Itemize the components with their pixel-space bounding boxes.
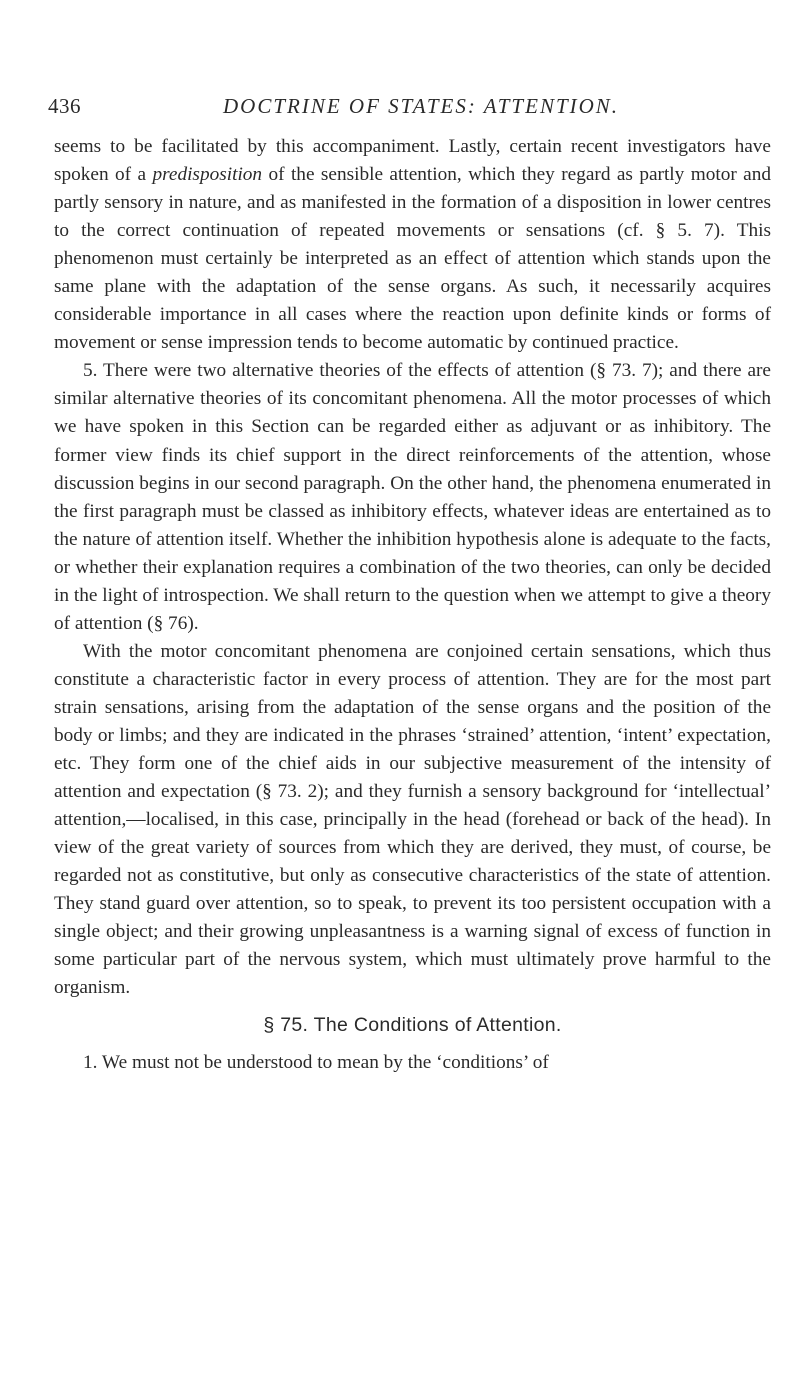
page-body bbox=[54, 133, 771, 1077]
paragraph-sensations: With the motor concomitant phenomena are conjoined certain sensations, which thus constitute a characteristic factor in every process of attention. They are for the most part strain sensations, arising from the adaptation of the sense organs and the position of the body or limbs; and they are indicated in the phrases ‘strained’ attention, ‘intent’ expectation, etc. They form one of the chief aids in our subjective measurement of the intensity of attention and expectation (§ 73. 2); and they furnish a sensory background for ‘intellectual’ attention,—localised, in this case, principally in the head (forehead or back of the head). In view of the great variety of sources from which they are derived, they must, of course, be regarded not as constitutive, but only as consecutive characteristics of the state of attention. They stand guard over attention, so to speak, to prevent its too persistent occupation with a single object; and their growing unpleasantness is a warning signal of excess of function in some particular part of the nervous system, which must ultimately prove harmful to the organism. bbox=[54, 640, 771, 999]
running-head: DOCTRINE OF STATES: ATTENTION. bbox=[223, 94, 620, 118]
emphasis-predisposition: predisposition bbox=[152, 164, 263, 186]
paragraph-5: 5. There were two alternative theories of the effects of attention (§ 73. 7); and there are similar alternative theories of its concomitant phenomena. All the motor processes of which we have spoken in this Section can be regarded either as adjuvant or as inhibitory. The former view finds its chief support in the direct reinforcements of the attention, whose discussion begins in our second paragraph. On the other hand, the phenomena enumerated in the first paragraph must be classed as inhibitory effects, whatever ideas are entertained as to the nature of attention itself. Whether the inhibition hypothesis alone is adequate to the facts, or whether their explanation requires a combination of the two theories, can only be decided in the light of introspection. We shall return to the question when we attempt to give a theory of attention (§ 76). bbox=[54, 360, 771, 634]
paragraph-1: 1. We must not be understood to mean by the ‘conditions’ of bbox=[83, 1051, 549, 1073]
paragraph-text: of the sensible attention, which they regard as partly motor and partly sensory in nature, and as manifested in the formation of a disposition in lower centres to the correct continuation of repeated movements or sensations (cf. § 5. 7). This phenomenon must certainly be interpreted as an effect of attention which stands upon the same plane with the adaptation of the sense organs. As such, it necessarily acquires considerable importance in all cases where the reaction upon definite kinds or forms of movement or sense impression tends to become automatic by continued practice. bbox=[54, 164, 771, 354]
page-number: 436 bbox=[48, 94, 81, 118]
paragraph-text: seems to be facilitated by this accompaniment. Lastly, certain recent investigators have spoken of a bbox=[54, 136, 771, 186]
page-header bbox=[48, 88, 768, 128]
section-heading: § 75. The Conditions of Attention. bbox=[263, 1014, 562, 1037]
paragraph-continuation bbox=[54, 133, 771, 357]
